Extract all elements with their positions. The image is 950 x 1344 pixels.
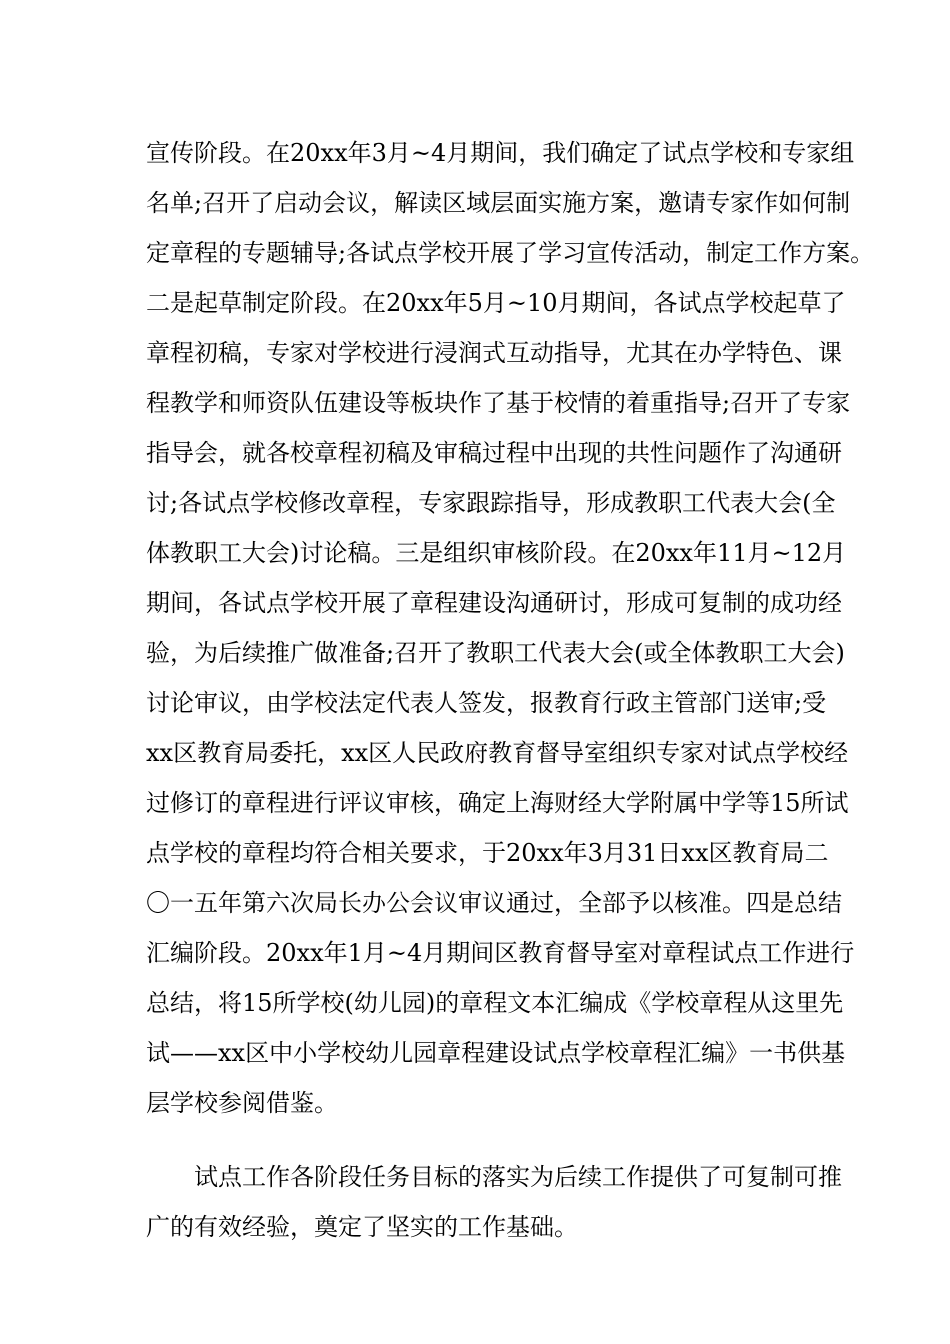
paragraph-2	[146, 1152, 842, 1252]
text-line: 期间，各试点学校开展了章程建设沟通研讨，形成可复制的成功经	[146, 589, 842, 617]
text-line: 点学校的章程均符合相关要求，于20xx年3月31日xx区教育局二	[146, 839, 829, 867]
text-line: 〇一五年第六次局长办公会议审议通过，全部予以核准。四是总结	[146, 889, 842, 917]
text-line: 验，为后续推广做准备;召开了教职工代表大会(或全体教职工大会)	[146, 639, 845, 667]
text-line: 章程初稿，专家对学校进行浸润式互动指导，尤其在办学特色、课	[146, 339, 842, 367]
text-line: 过修订的章程进行评议审核，确定上海财经大学附属中学等15所试	[146, 789, 849, 817]
text-line: 试——xx区中小学校幼儿园章程建设试点学校章程汇编》一书供基	[146, 1039, 846, 1067]
text-line: 名单;召开了启动会议，解读区域层面实施方案，邀请专家作如何制	[146, 189, 851, 217]
text-line: 广的有效经验，奠定了坚实的工作基础。	[146, 1213, 578, 1241]
text-line: 汇编阶段。20xx年1月~4月期间区教育督导室对章程试点工作进行	[146, 939, 855, 967]
text-line: 指导会，就各校章程初稿及审稿过程中出现的共性问题作了沟通研	[146, 439, 842, 467]
paragraph-1	[146, 128, 875, 1128]
text-line: 定章程的专题辅导;各试点学校开展了学习宣传活动，制定工作方案。	[146, 239, 875, 267]
text-line: 讨论审议，由学校法定代表人签发，报教育行政主管部门送审;受	[146, 689, 827, 717]
paragraph-spacer	[146, 1128, 836, 1152]
text-line: 宣传阶段。在20xx年3月~4月期间，我们确定了试点学校和专家组	[146, 139, 855, 167]
text-line: 试点工作各阶段任务目标的落实为后续工作提供了可复制可推	[194, 1163, 842, 1191]
text-line: 层学校参阅借鉴。	[146, 1089, 338, 1117]
text-line: xx区教育局委托，xx区人民政府教育督导室组织专家对试点学校经	[146, 739, 849, 767]
text-line: 总结，将15所学校(幼儿园)的章程文本汇编成《学校章程从这里先	[146, 989, 844, 1017]
text-line: 讨;各试点学校修改章程，专家跟踪指导，形成教职工代表大会(全	[146, 489, 836, 517]
text-line: 体教职工大会)讨论稿。三是组织审核阶段。在20xx年11月~12月	[146, 539, 847, 567]
body-text	[146, 128, 875, 1252]
text-line: 程教学和师资队伍建设等板块作了基于校情的着重指导;召开了专家	[146, 389, 851, 417]
text-line: 二是起草制定阶段。在20xx年5月~10月期间，各试点学校起草了	[146, 289, 846, 317]
